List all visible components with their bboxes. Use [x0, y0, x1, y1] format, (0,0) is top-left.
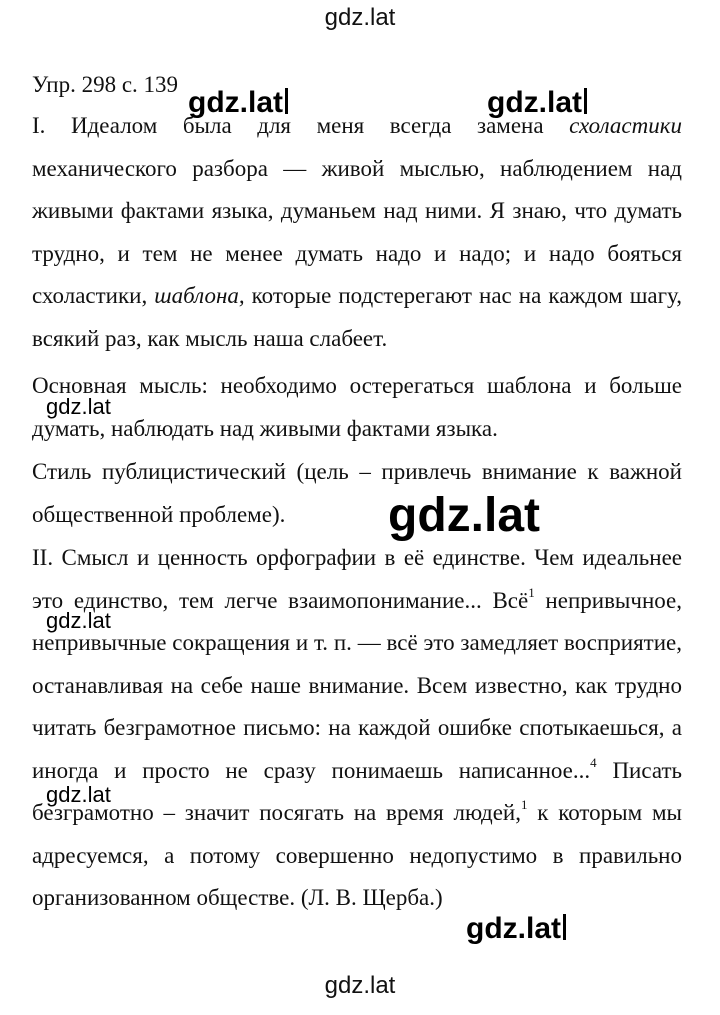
- exercise-title: Упр. 298 с. 139: [32, 72, 179, 97]
- footnote-mark: 1: [528, 584, 535, 600]
- part2-text-d: к которым мы адресуемся, а потому совершенно недопустимо в правильно организованном обществе. (Л. В. Щерба.): [32, 800, 682, 910]
- watermark: gdz.lat: [46, 782, 111, 807]
- paragraph-part2: [32, 537, 682, 920]
- part1-text-a: I. Идеалом была для меня всегда замена: [32, 113, 570, 138]
- part2-text-b: непривычное, непривычные сокращения и т. п. — всё это замедляет восприятие, останавливая на себе наше внимание. Всем известно, как трудно читать безграмотное письмо: на каждой ошибке спотыкаешься, а иногда и просто не сразу понимаешь написанное...: [32, 587, 682, 783]
- footnote-mark: 1: [520, 797, 528, 812]
- watermark: gdz.lat: [487, 86, 587, 120]
- watermark: gdz.lat: [46, 394, 111, 419]
- part1-text-b: механического разбора — живой мыслью, наблюдением над живыми фактами языка, думаньем над ними. Я знаю, что думать трудно, и тем не менее думать надо и надо; и надо бояться схоластики,: [32, 155, 682, 308]
- watermark: gdz.lat: [466, 912, 566, 946]
- site-header: gdz.lat: [324, 4, 396, 31]
- part2-text-a: II. Смысл и ценность орфографии в её единстве. Чем идеальнее это единство, тем легче взаимопонимание... Всё: [32, 545, 682, 613]
- footnote-mark: 4: [590, 754, 597, 770]
- part1-text-c: которые подстерегают нас на каждом шагу, всякий раз, как мысль наша слабеет.: [32, 283, 682, 351]
- part1-italic-template: шаблона,: [154, 283, 245, 308]
- paragraph-part1: [32, 105, 682, 360]
- paragraph-main-idea: Основная мысль: необходимо остерегаться шаблона и больше думать, наблюдать над живыми фактами языка.: [32, 373, 682, 441]
- site-footer: gdz.lat: [324, 972, 396, 999]
- part2-text-c: Писать безграмотно – значит посягать на время людей,: [32, 757, 683, 825]
- part1-italic-scholastics: схоластики: [569, 113, 682, 138]
- watermark: gdz.lat: [46, 608, 111, 633]
- watermark: gdz.lat: [388, 489, 540, 542]
- paragraph-style-note: Стиль публицистический (цель – привлечь внимание к важной общественной проблеме).: [32, 459, 682, 527]
- watermark: gdz.lat: [188, 86, 288, 120]
